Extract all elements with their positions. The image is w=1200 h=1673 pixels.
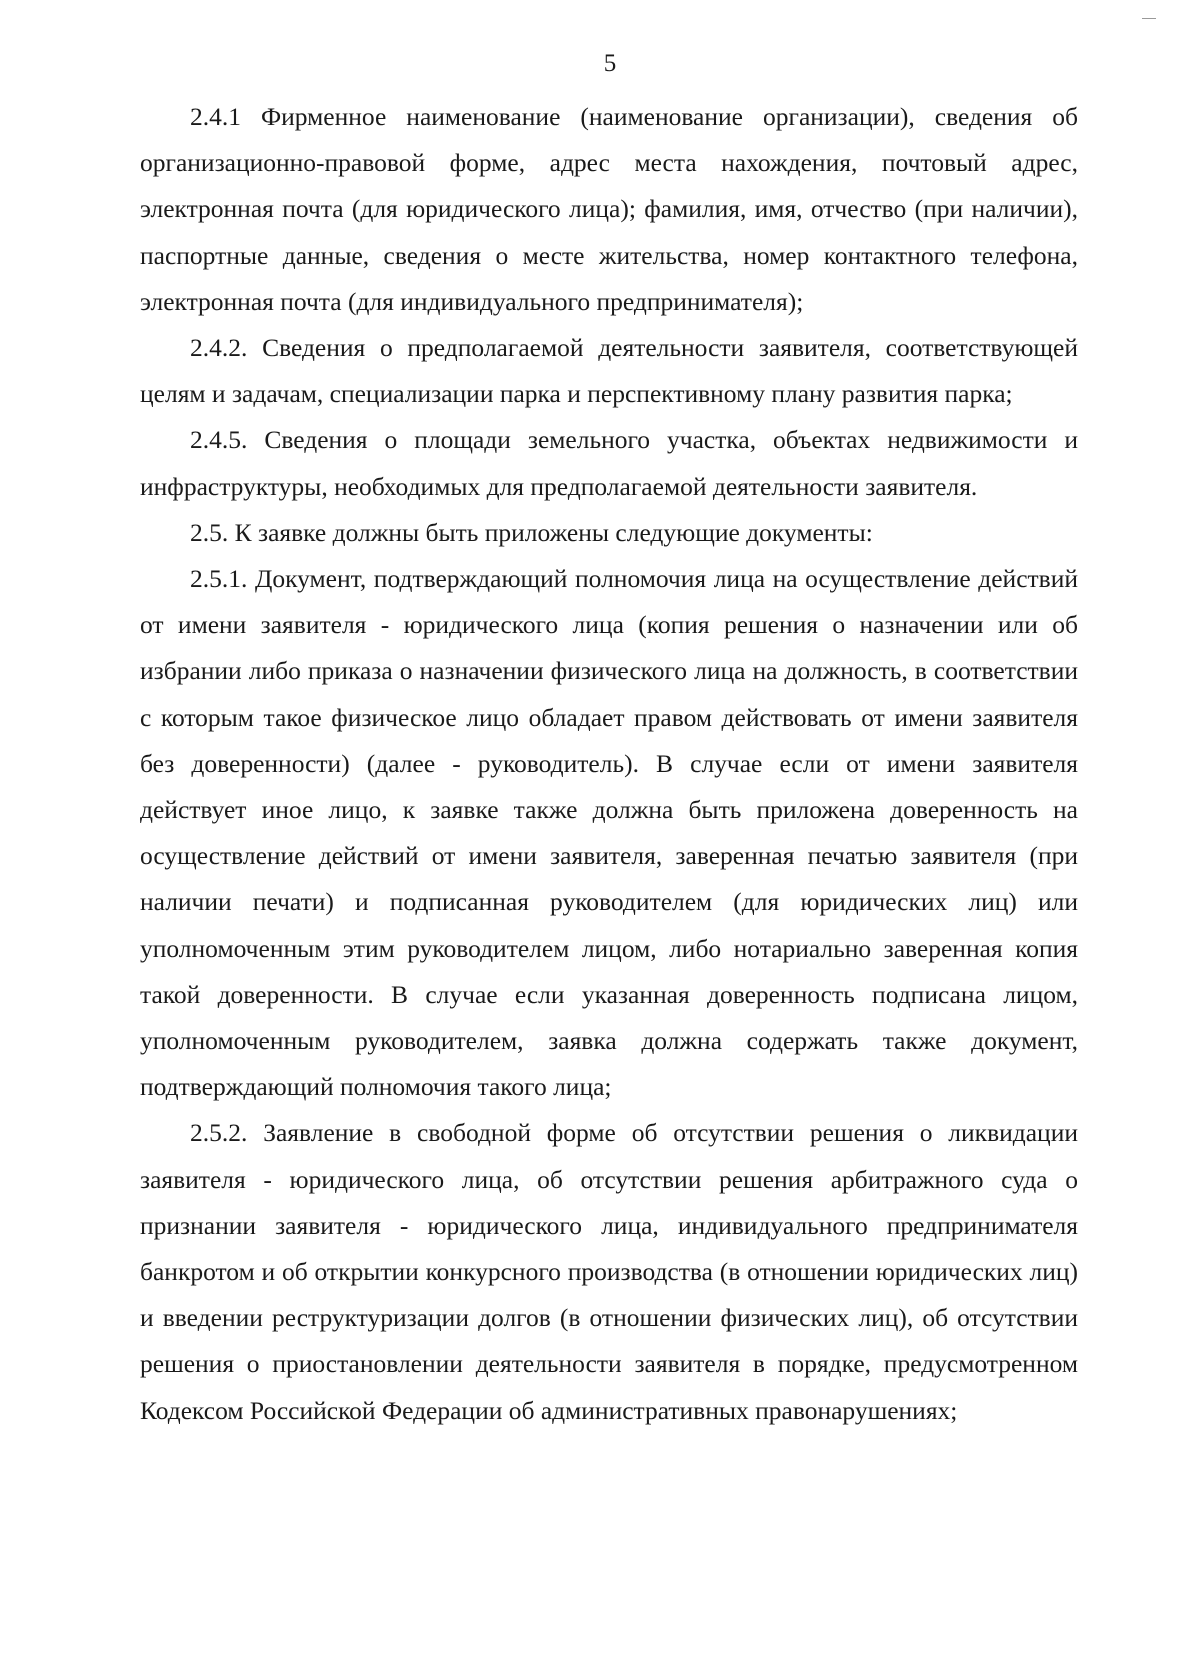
page-number: 5 [603,50,617,77]
document-body [140,94,1078,1434]
paragraph-2-4-2: 2.4.2. Сведения о предполагаемой деятельности заявителя, соответствующей целям и задачам, специализации парка и перспективному плану развития парка; [140,333,1078,409]
paragraph-2-5: 2.5. К заявке должны быть приложены следующие документы: [190,517,873,547]
scan-mark [1142,18,1156,19]
paragraph-2-5-2: 2.5.2. Заявление в свободной форме об отсутствии решения о ликвидации заявителя - юридического лица, об отсутствии решения арбитражного суда о признании заявителя - юридического лица, индивидуального предпринимателя банкротом и об открытии конкурсного производства (в отношении юридических лиц) и введении реструктуризации долгов (в отношении физических лиц), об отсутствии решения о приостановлении деятельности заявителя в порядке, предусмотренном Кодексом Российской Федерации об административных правонарушениях; [140,1118,1078,1425]
paragraph-2-4-1: 2.4.1 Фирменное наименование (наименование организации), сведения об организационно-правовой форме, адрес места нахождения, почтовый адрес, электронная почта (для юридического лица); фамилия, имя, отчество (при наличии), паспортные данные, сведения о месте жительства, номер контактного телефона, электронная почта (для индивидуального предпринимателя); [140,102,1078,316]
paragraph-2-4-5: 2.4.5. Сведения о площади земельного участка, объектах недвижимости и инфраструктуры, необходимых для предполагаемой деятельности заявителя. [140,425,1078,501]
paragraph-2-5-1: 2.5.1. Документ, подтверждающий полномочия лица на осуществление действий от имени заявителя - юридического лица (копия решения о назначении или об избрании либо приказа о назначении физического лица на должность, в соответствии с которым такое физическое лицо обладает правом действовать от имени заявителя без доверенности) (далее - руководитель). В случае если от имени заявителя действует иное лицо, к заявке также должна быть приложена доверенность на осуществление действий от имени заявителя, заверенная печатью заявителя (при наличии печати) и подписанная руководителем (для юридических лиц) или уполномоченным этим руководителем лицом, либо нотариально заверенная копия такой доверенности. В случае если указанная доверенность подписана лицом, уполномоченным руководителем, заявка должна содержать также документ, подтверждающий полномочия такого лица; [140,564,1078,1102]
